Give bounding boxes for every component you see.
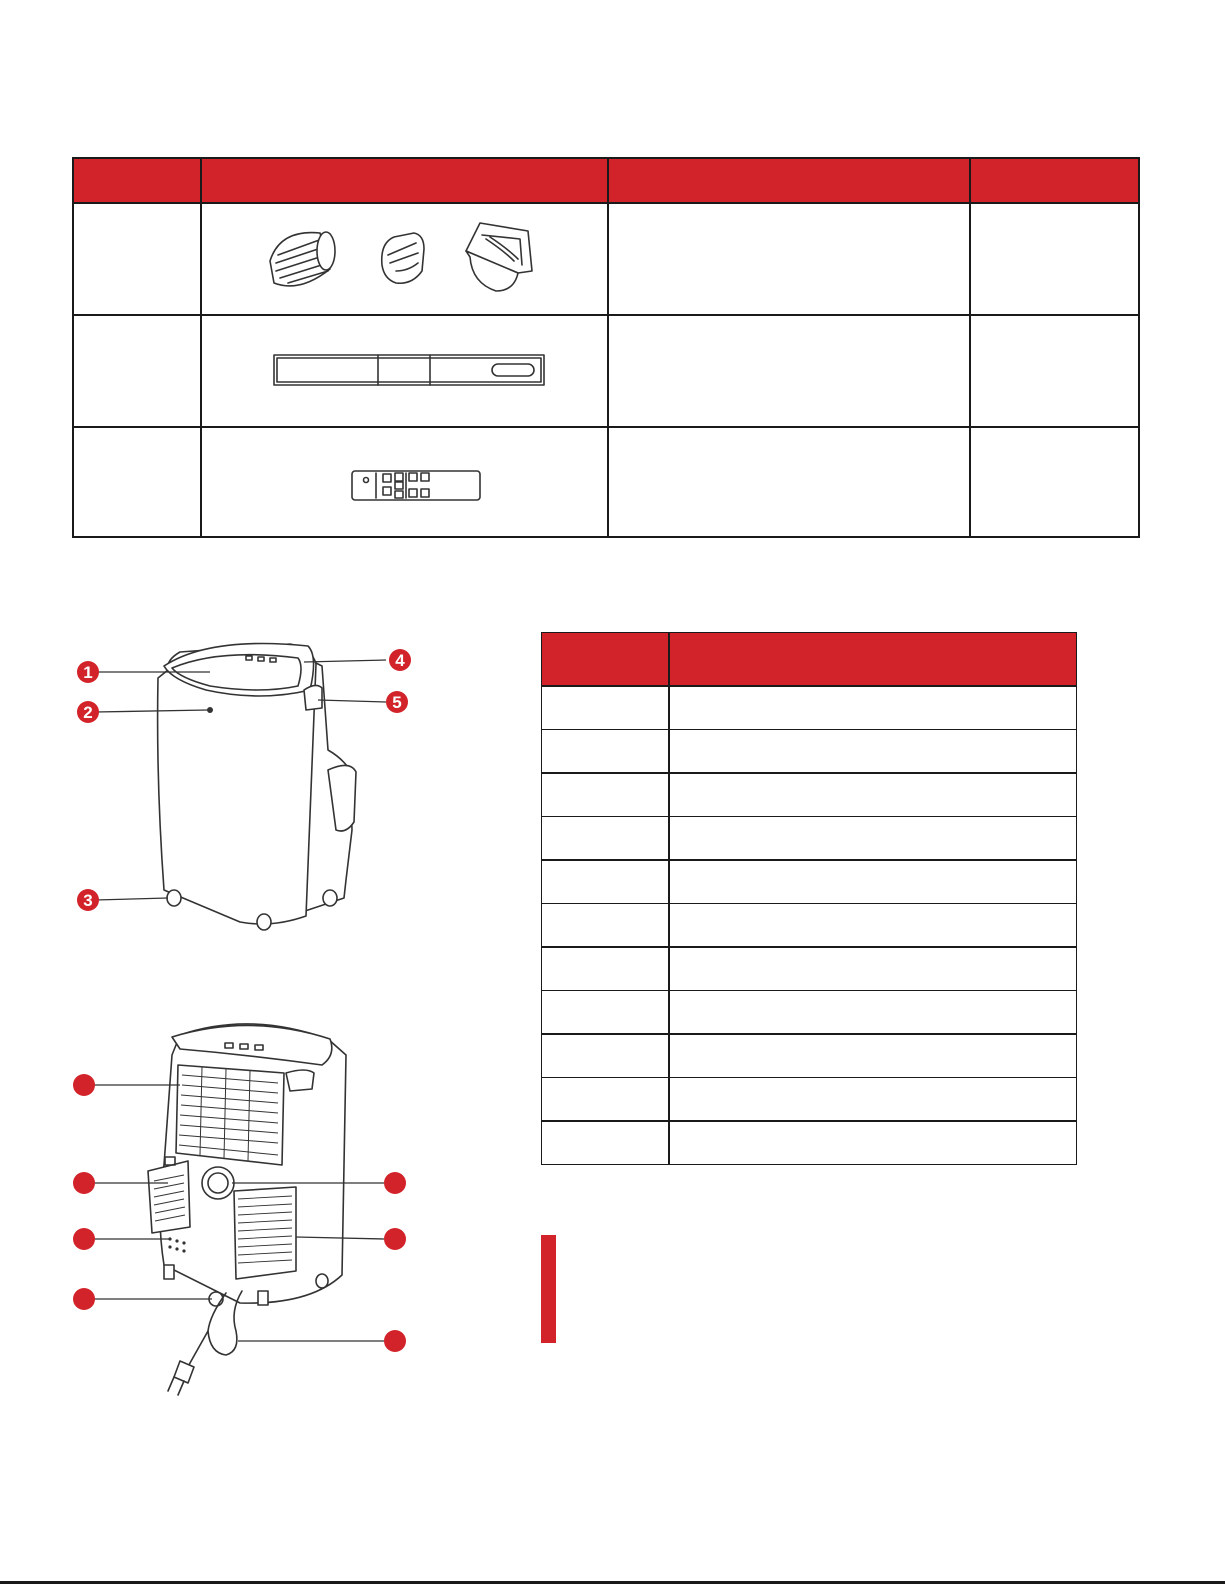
callout-12 xyxy=(384,1330,406,1352)
front-view-illustration xyxy=(60,630,430,940)
accessory-row-1-images xyxy=(260,221,560,301)
parts-table xyxy=(541,632,1077,1165)
svg-text:4: 4 xyxy=(395,651,405,670)
air-conditioner-front-icon xyxy=(158,644,356,931)
page-bottom-rule xyxy=(0,1581,1225,1584)
callout-1 xyxy=(77,661,99,683)
callout-2 xyxy=(77,701,99,723)
accessories-table-header xyxy=(74,159,1138,202)
wall-adapter-icon xyxy=(466,223,532,291)
callout-10 xyxy=(384,1172,406,1194)
window-slider-kit-icon xyxy=(270,353,550,393)
remote-control-icon xyxy=(350,469,482,503)
callout-5 xyxy=(386,691,408,713)
callout-6 xyxy=(73,1074,95,1096)
rear-view-illustration xyxy=(60,1015,420,1405)
svg-text:3: 3 xyxy=(83,891,93,910)
note-accent-bar xyxy=(541,1235,556,1343)
exhaust-hose-icon xyxy=(270,232,335,286)
callout-4 xyxy=(389,649,411,671)
parts-table-header xyxy=(542,633,1076,685)
callout-11 xyxy=(384,1228,406,1250)
callout-9 xyxy=(73,1288,95,1310)
window-adapter-icon xyxy=(382,233,424,283)
air-conditioner-rear-icon xyxy=(148,1024,346,1395)
svg-text:5: 5 xyxy=(392,693,402,712)
svg-text:2: 2 xyxy=(83,703,93,722)
callout-3 xyxy=(77,889,99,911)
callout-8 xyxy=(73,1228,95,1250)
svg-text:1: 1 xyxy=(83,663,93,682)
accessories-table xyxy=(72,157,1140,538)
callout-7 xyxy=(73,1172,95,1194)
